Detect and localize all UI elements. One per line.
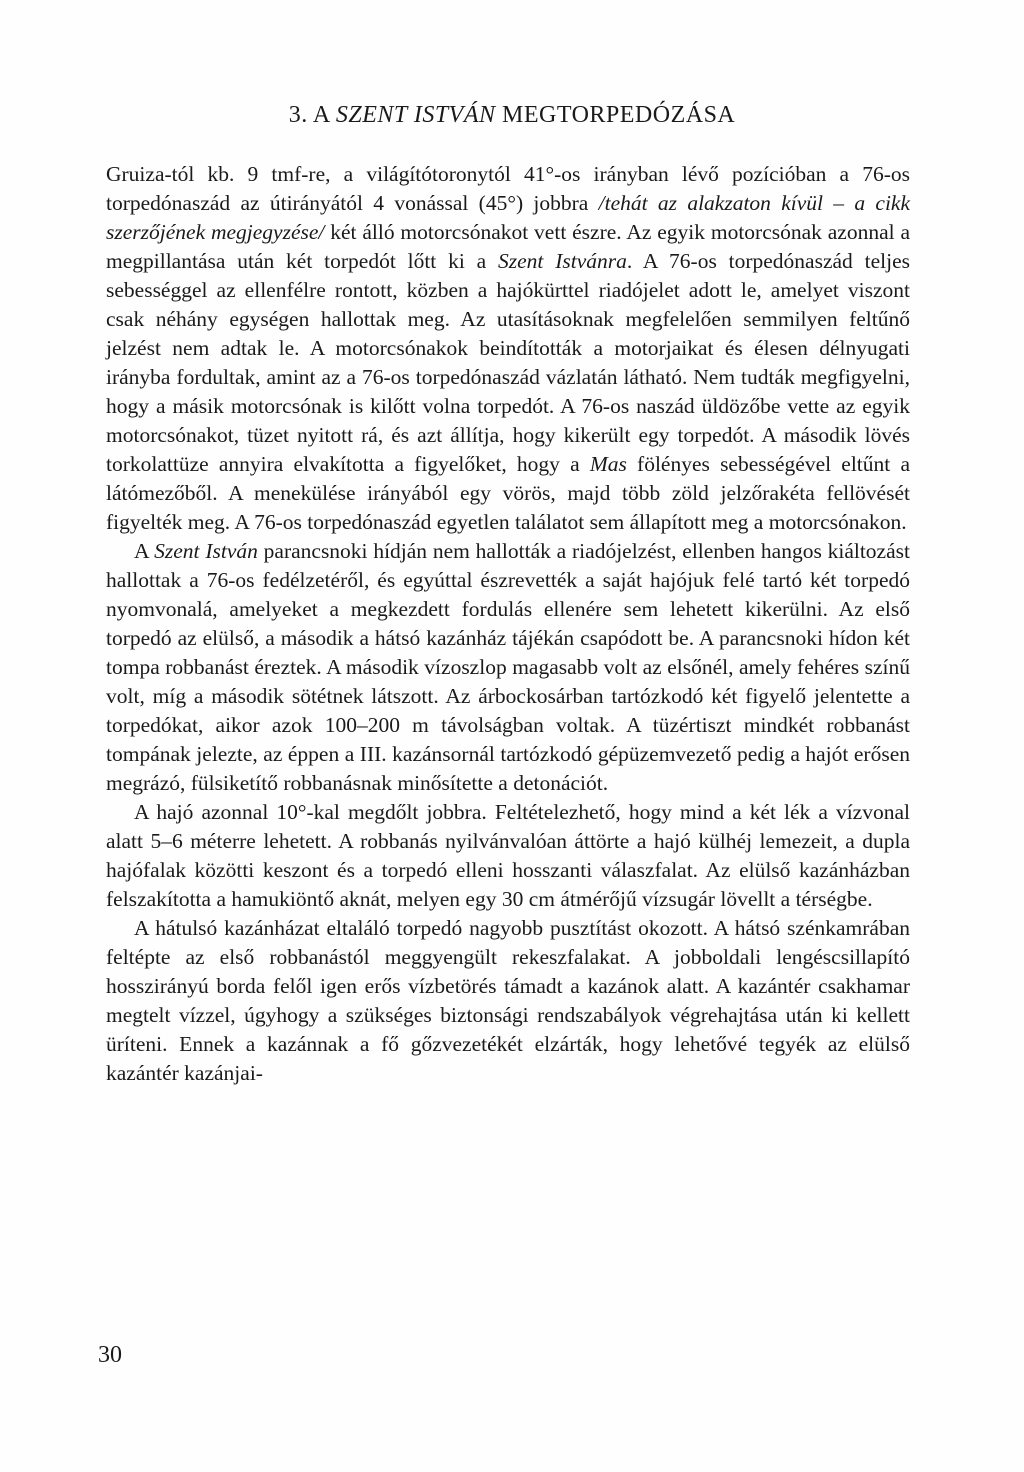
chapter-title-rest: MEGTORPEDÓZÁSA: [495, 102, 736, 128]
text-run: két álló motorcsónakot vett észre. Az egyik motorcsónak azonnal a megpillantása után két torpedót lőtt ki a: [106, 220, 910, 273]
body-paragraph: [106, 537, 910, 798]
text-run: . A 76-os torpedónaszád teljes sebességgel az ellenfélre rontott, közben a hajókürttel riadójelet adott le, amelyet viszont csak néhány egységen hallottak meg. Az utasításoknak megfelelően semmilyen feltűnő jelzést nem adtak le. A motorcsónakok beindították a motorjaikat és élesen délnyugati irányba fordultak, amint az a 76-os torpedónaszád vázlatán látható. Nem tudták megfigyelni, hogy a másik motorcsónak is kilőtt volna torpedót. A 76-os naszád üldözőbe vette az egyik motorcsónakot, tüzet nyitott rá, és azt állítja, hogy kikerült egy torpedót. A második lövés torkolattüze annyira elvakította a figyelőket, hogy a: [106, 249, 910, 476]
chapter-title: [0, 102, 1024, 129]
page-number: 30: [98, 1342, 122, 1368]
italic-text: Szent István: [154, 539, 258, 563]
body-paragraph: [106, 798, 910, 914]
text-run: A hátulsó kazánházat eltaláló torpedó nagyobb pusztítást okozott. A hátsó szénkamrában feltépte az első robbanástól meggyengült rekeszfalakat. A jobboldali lengéscsillapító hosszirányú borda felől igen erős vízbetörés támadt a kazánok alatt. A kazántér csakhamar megtelt vízzel, úgyhogy a szükséges biztonsági rendszabályok végrehajtása után ki kellett üríteni. Ennek a kazánnak a fő gőzvezetékét elzárták, hogy lehetővé tegyék az elülső kazántér kazánjai-: [106, 916, 910, 1085]
italic-text: Szent Istvánra: [498, 249, 627, 273]
body-paragraph: [106, 160, 910, 537]
text-run: A: [134, 539, 155, 563]
italic-text: /tehát az alakzaton kívül – a cikk szerzőjének megjegyzése/: [106, 191, 911, 244]
chapter-title-ship-name: SZENT ISTVÁN: [335, 102, 496, 128]
body-text: [106, 160, 910, 1088]
text-run: A hajó azonnal 10°-kal megdőlt jobbra. Feltételezhető, hogy mind a két lék a vízvonal alatt 5–6 méterre lehetett. A robbanás nyilvánvalóan áttörte a hajó külhéj lemezeit, a dupla hajófalak közötti keszont és a torpedó elleni hosszanti válaszfalat. Az elülső kazánházban felszakította a hamukiöntő aknát, melyen egy 30 cm átmérőjű vízsugár lövellt a térségbe.: [106, 800, 910, 911]
body-paragraph: [106, 914, 910, 1088]
text-run: Gruiza-tól kb. 9 tmf-re, a világítótoronytól 41°-os irányban lévő pozícióban a 76-os torpedónaszád az útirányától 4 vonással (45°) jobbra: [106, 162, 910, 215]
chapter-title-number: 3. A: [288, 102, 336, 128]
text-run: fölényes sebességével eltűnt a látómezőből. A menekülése irányából egy vörös, majd több zöld jelzőrakéta fellövését figyelték meg. A 76-os torpedónaszád egyetlen találatot sem állapított meg a motorcsónakon.: [106, 452, 910, 534]
text-run: parancsnoki hídján nem hallották a riadójelzést, ellenben hangos kiáltozást hallottak a 76-os fedélzetéről, és egyúttal észrevették a saját hajójuk felé tartó két torpedó nyomvonalá, amelyeket a megkezdett fordulás ellenére sem lehetett kikerülni. Az első torpedó az elülső, a második a hátsó kazánház tájékán csapódott be. A parancsnoki hídon két tompa robbanást éreztek. A második vízoszlop magasabb volt az elsőnél, amely fehéres színű volt, míg a második sötétnek látszott. Az árbockosárban tartózkodó két figyelő jelentette a torpedókat, aikor azok 100–200 m távolságban voltak. A tüzértiszt mindkét robbanást tompának jelezte, az éppen a III. kazánsornál tartózkodó gépüzemvezető pedig a hajót erősen megrázó, fülsiketítő robbanásnak minősítette a detonációt.: [106, 539, 910, 795]
italic-text: Mas: [589, 452, 627, 476]
